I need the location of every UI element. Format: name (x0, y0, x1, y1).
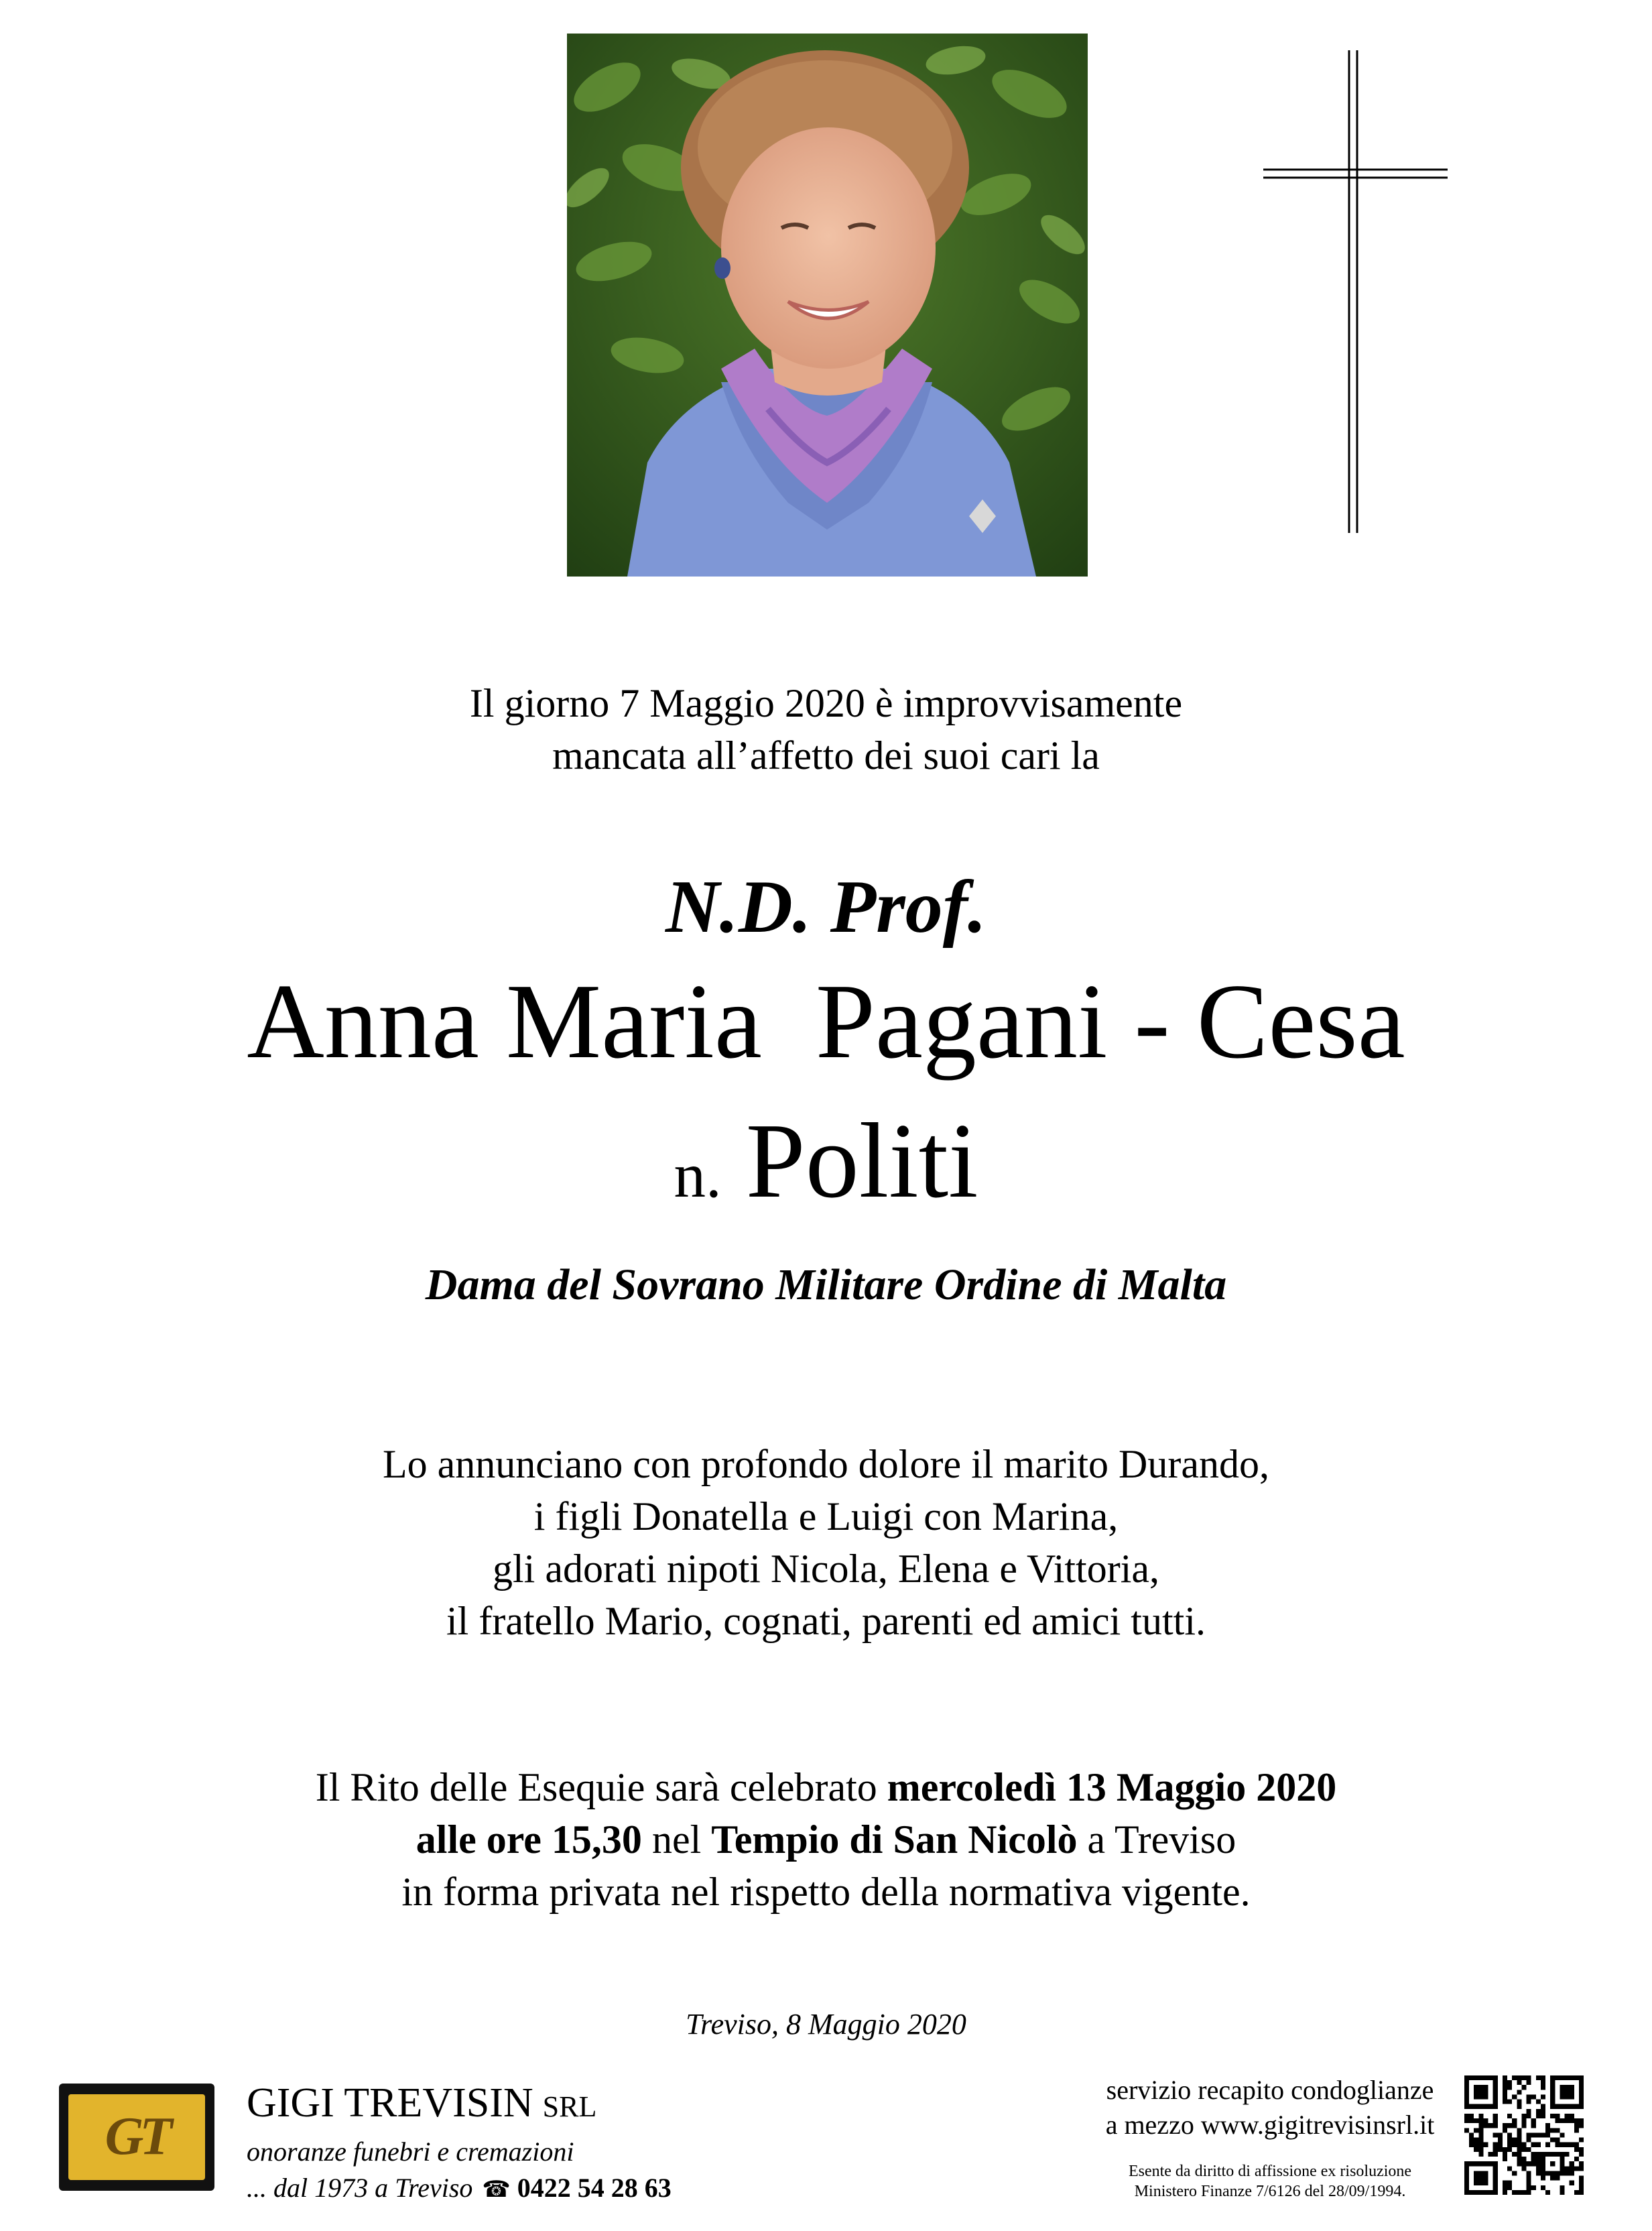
phone-icon: ☎ (482, 2177, 511, 2202)
funeral-info (0, 1761, 1652, 1918)
logo-plate (68, 2094, 205, 2180)
announcement-line-2: i figli Donatella e Luigi con Marina, (533, 1494, 1119, 1539)
logo-monogram: GT (105, 2107, 169, 2166)
honor-title: Dama del Sovrano Militare Ordine di Malta (425, 1260, 1227, 1309)
company-suffix: SRL (542, 2090, 597, 2123)
company-name-line (247, 2075, 672, 2134)
announcement-line-3: gli adorati nipoti Nicola, Elena e Vittoria, (492, 1547, 1159, 1591)
company-tagline: onoranze funebri e cremazioni (247, 2136, 574, 2167)
intro-line-2: mancata all’affetto dei suoi cari la (552, 733, 1100, 778)
tax-exemption-note (1086, 2161, 1454, 2202)
service-line-1: servizio recapito condoglianze (1106, 2075, 1434, 2105)
funeral-time: alle ore 15,30 (416, 1817, 642, 1862)
nee-prefix: n. (674, 1140, 722, 1211)
company-since-line (247, 2169, 672, 2209)
company-info (247, 2075, 672, 2209)
intro-text (0, 677, 1652, 782)
exempt-line-2: Ministero Finanze 7/6126 del 28/09/1994. (1134, 2183, 1406, 2200)
funeral-line-1 (0, 1761, 1652, 1813)
place-date: Treviso, 8 Maggio 2020 (686, 2008, 966, 2041)
company-since: ... dal 1973 a Treviso (247, 2173, 473, 2203)
service-line-2: a mezzo www.gigitrevisinsrl.it (1105, 2110, 1435, 2140)
portrait-photo (567, 34, 1088, 577)
company-name: GIGI TREVISIN (247, 2080, 533, 2126)
announcement (0, 1438, 1652, 1647)
announcement-line-4: il fratello Mario, cognati, parenti ed amici tutti. (446, 1599, 1206, 1643)
funeral-intro: Il Rito delle Esequie sarà celebrato (315, 1765, 877, 1809)
company-phone: 0422 54 28 63 (517, 2173, 672, 2203)
funeral-place: Tempio di San Nicolò (711, 1817, 1078, 1862)
deceased-name (0, 957, 1652, 1085)
company-logo (59, 2084, 214, 2191)
condolence-service (1086, 2073, 1454, 2202)
announcement-line-1: Lo annunciano con profondo dolore il marito Durando, (383, 1442, 1269, 1486)
intro-line-1: Il giorno 7 Maggio 2020 è improvvisamente (469, 681, 1183, 725)
funeral-line-3: in forma privata nel rispetto della normativa vigente. (401, 1870, 1251, 1914)
funeral-connector: nel (651, 1817, 702, 1862)
funeral-city: a Treviso (1087, 1817, 1236, 1862)
funeral-date: mercoledì 13 Maggio 2020 (887, 1765, 1337, 1809)
funeral-line-2 (0, 1813, 1652, 1866)
qr-code-icon[interactable] (1464, 2075, 1584, 2195)
exempt-line-1: Esente da diritto di affissione ex risoluzione (1128, 2163, 1412, 2180)
cross-icon (1263, 50, 1448, 533)
deceased-full-name: Anna Maria Pagani - Cesa (247, 961, 1405, 1081)
maiden-name-line (0, 1097, 1652, 1258)
honorific-title: N.D. Prof. (665, 865, 987, 949)
maiden-name: Politi (745, 1101, 978, 1220)
